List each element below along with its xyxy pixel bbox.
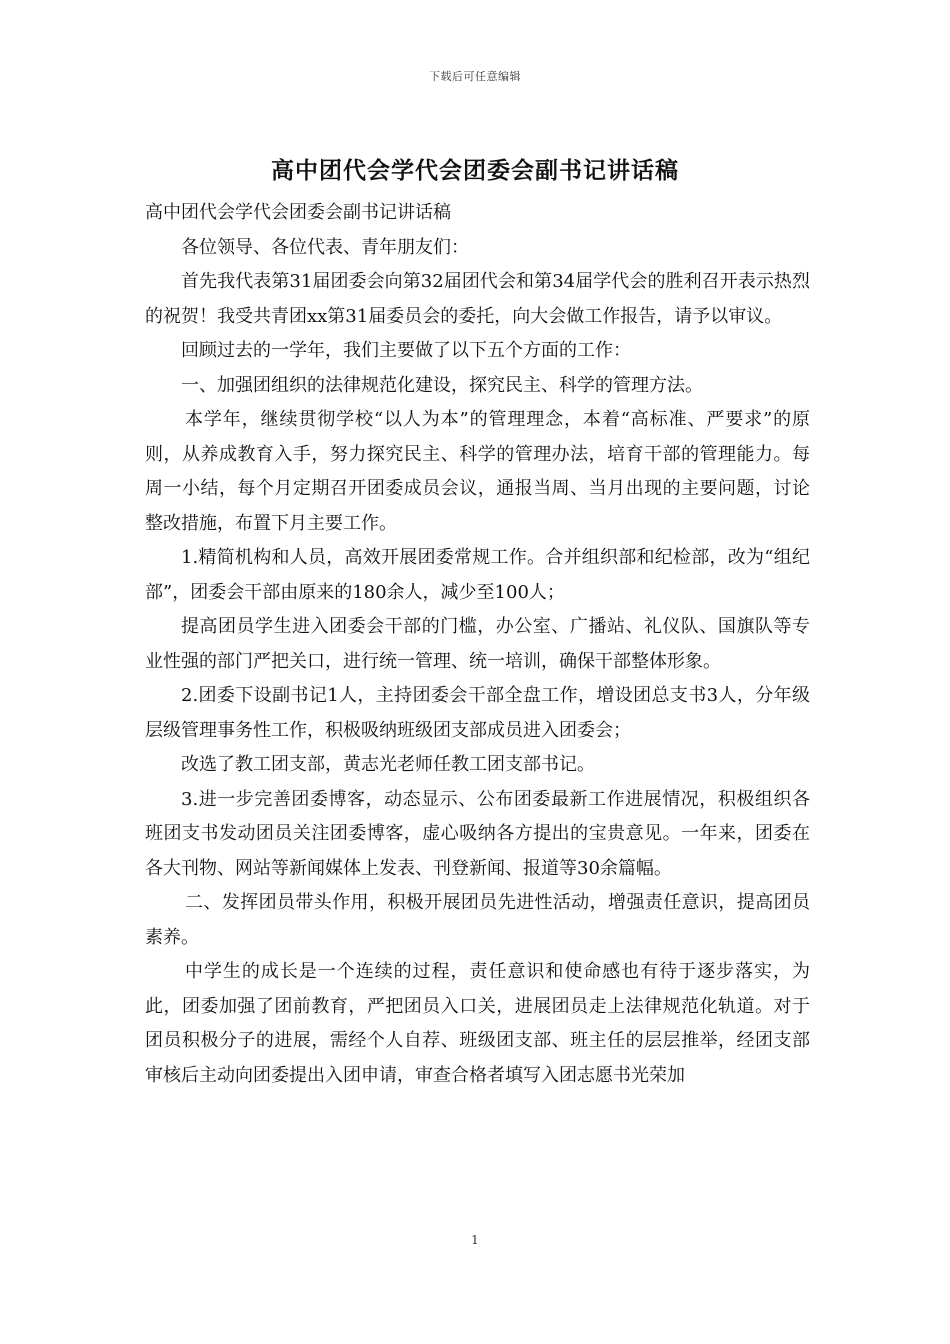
header-note: 下载后可任意编辑 [429,70,521,83]
body-paragraph: 回顾过去的一学年，我们主要做了以下五个方面的工作： [181,340,631,361]
section-heading: 二、发挥团员带头作用，积极开展团员先进性活动，增强责任意识，提高团员素养。 [145,892,810,948]
body-paragraph: 中学生的成长是一个连续的过程，责任意识和使命感也有待于逐步落实，为此，团委加强了团前教育，严把团员入口关，进展团员走上法律规范化轨道。对于团员积极分子的进展，需经个人自荐、班级团支部、班主任的层层推举，经团支部审核后主动向团委提出入团申请，审查合格者填写入团志愿书光荣加 [145,961,810,1086]
body-paragraph: 各位领导、各位代表、青年朋友们： [181,236,469,258]
body-paragraph: 1.精简机构和人员，高效开展团委常规工作。合并组织部和纪检部，改为“组纪部”，团委会干部由原来的180余人，减少至100人； [145,547,810,603]
document-body [145,196,810,1093]
body-paragraph: 改选了教工团支部，黄志光老师任教工团支部书记。 [181,754,595,775]
body-paragraph: 高中团代会学代会团委会副书记讲话稿 [145,202,451,223]
body-paragraph: 提高团员学生进入团委会干部的门槛，办公室、广播站、礼仪队、国旗队等专业性强的部门严把关口，进行统一管理、统一培训，确保干部整体形象。 [145,616,810,672]
page-number: 1 [471,1233,479,1247]
body-paragraph: 本学年，继续贯彻学校“以人为本”的管理理念，本着“高标准、严要求”的原则，从养成教育入手，努力探究民主、科学的管理办法，培育干部的管理能力。每周一小结，每个月定期召开团委成员会议，通报当周、当月出现的主要问题，讨论整改措施，布置下月主要工作。 [145,409,810,534]
body-paragraph: 3.进一步完善团委博客，动态显示、公布团委最新工作进展情况，积极组织各班团支书发动团员关注团委博客，虚心吸纳各方提出的宝贵意见。一年来，团委在各大刊物、网站等新闻媒体上发表、刊登新闻、报道等30余篇幅。 [145,788,810,879]
body-paragraph: 首先我代表第31届团委会向第32届团代会和第34届学代会的胜利召开表示热烈的祝贺！我受共青团xx第31届委员会的委托，向大会做工作报告，请予以审议。 [145,271,810,327]
document-title: 高中团代会学代会团委会副书记讲话稿 [271,157,679,184]
body-paragraph: 2.团委下设副书记1人，主持团委会干部全盘工作，增设团总支书3人，分年级层级管理事务性工作，积极吸纳班级团支部成员进入团委会； [145,685,810,741]
section-heading: 一、加强团组织的法律规范化建设，探究民主、科学的管理方法。 [181,374,703,396]
